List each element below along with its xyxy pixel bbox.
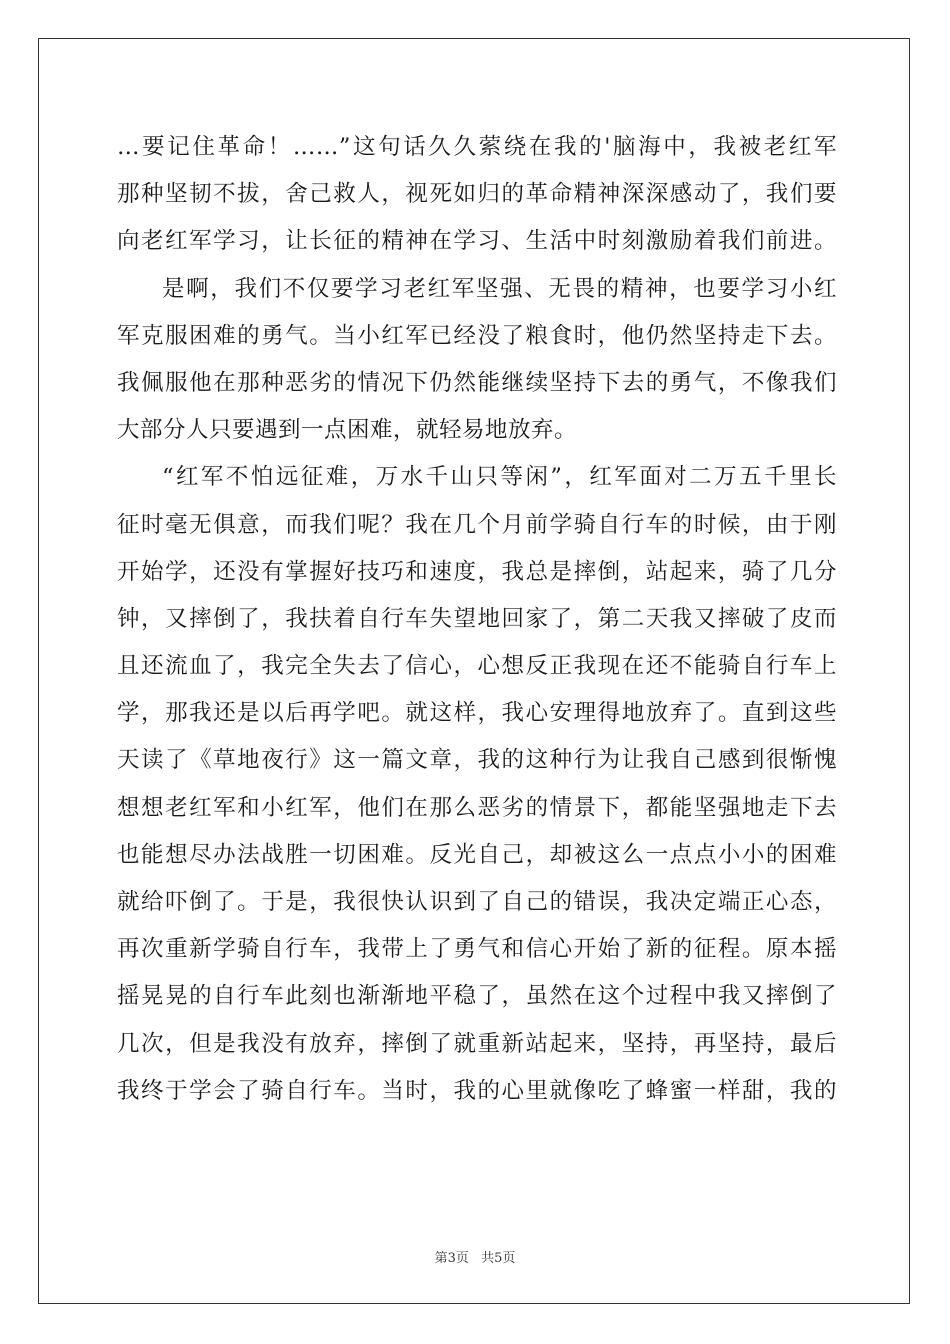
page-footer bbox=[0, 1247, 950, 1266]
text-line: …要记住革命！……”这句话久久萦绕在我的'脑海中，我被老红军 bbox=[117, 134, 837, 160]
text-line: 天读了《草地夜行》这一篇文章，我的这种行为让我自己感到很惭愧 bbox=[117, 747, 837, 774]
text-line: 且还流血了，我完全失去了信心，心想反正我现在还不能骑自行车上 bbox=[117, 653, 837, 680]
text-line: 我终于学会了骑自行车。当时，我的心里就像吃了蜂蜜一样甜，我的 bbox=[117, 1077, 837, 1104]
text-line: 征时毫无俱意，而我们呢？我在几个月前学骑自行车的时候，由于刚 bbox=[117, 511, 837, 538]
text-line: 向老红军学习，让长征的精神在学习、生活中时刻激励着我们前进。 bbox=[117, 228, 837, 255]
text-line: 几次，但是我没有放弃，摔倒了就重新站起来，坚持，再坚持，最后 bbox=[117, 1030, 837, 1057]
text-line: 摇晃晃的自行车此刻也渐渐地平稳了，虽然在这个过程中我又摔倒了 bbox=[117, 983, 837, 1010]
document-body bbox=[117, 124, 837, 1115]
text-line: 也能想尽办法战胜一切困难。反光自己，却被这么一点点小小的困难 bbox=[117, 841, 837, 868]
text-line: 那种坚韧不拔，舍己救人，视死如归的革命精神深深感动了，我们要 bbox=[117, 181, 837, 208]
page-number: 第3页 bbox=[434, 1251, 469, 1266]
text-line: 想想老红军和小红军，他们在那么恶劣的情景下，都能坚强地走下去 bbox=[117, 794, 837, 821]
text-line: 我佩服他在那种恶劣的情况下仍然能继续坚持下去的勇气，不像我们 bbox=[117, 369, 837, 396]
text-line: 再次重新学骑自行车，我带上了勇气和信心开始了新的征程。原本摇 bbox=[117, 936, 837, 963]
paragraph-start-line: 是啊，我们不仅要学习老红军坚强、无畏的精神，也要学习小红 bbox=[162, 275, 837, 302]
text-line: 钟，又摔倒了，我扶着自行车失望地回家了，第二天我又摔破了皮而 bbox=[117, 605, 837, 632]
paragraph-start-line: “红军不怕远征难，万水千山只等闲”，红军面对二万五千里长 bbox=[162, 464, 837, 491]
text-line: 开始学，还没有掌握好技巧和速度，我总是摔倒，站起来，骑了几分 bbox=[117, 558, 837, 585]
text-line: 就给吓倒了。于是，我很快认识到了自己的错误，我决定端正心态， bbox=[117, 889, 837, 915]
page-total: 共5页 bbox=[481, 1251, 516, 1266]
text-line: 大部分人只要遇到一点困难，就轻易地放弃。 bbox=[117, 417, 578, 444]
text-line: 军克服困难的勇气。当小红军已经没了粮食时，他仍然坚持走下去。 bbox=[117, 322, 837, 349]
text-line: 学，那我还是以后再学吧。就这样，我心安理得地放弃了。直到这些 bbox=[117, 700, 837, 727]
